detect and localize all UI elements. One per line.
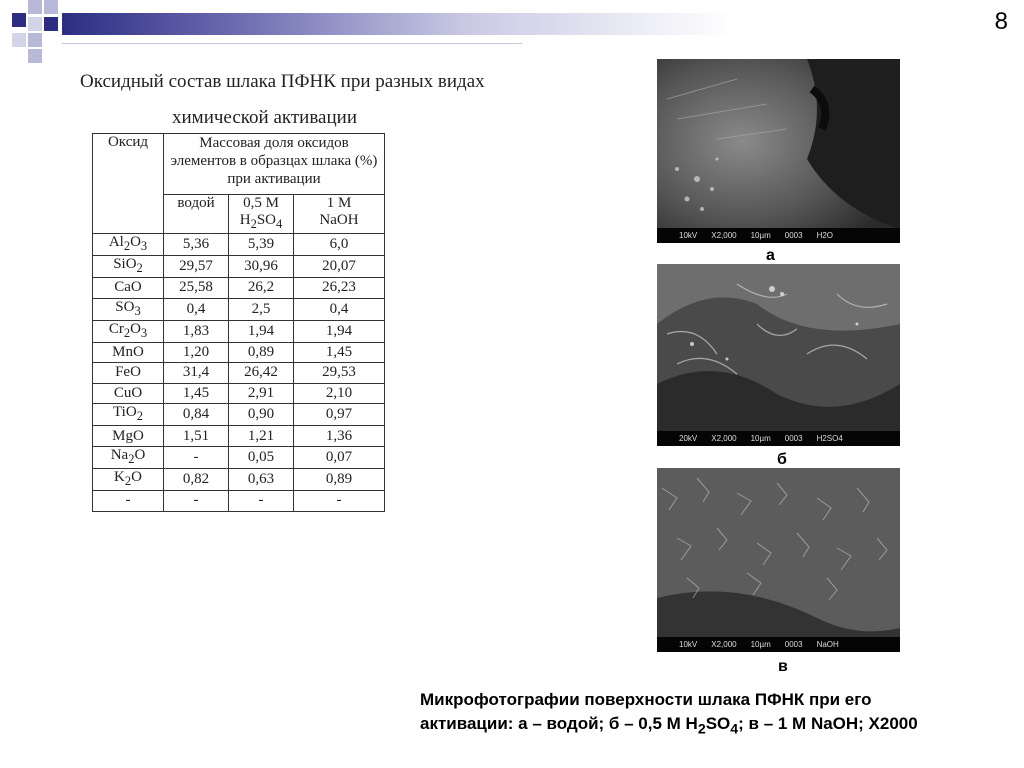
slide-number: 8 <box>994 8 1008 35</box>
water-cell: 31,4 <box>164 363 229 384</box>
acid-cell: 26,2 <box>229 278 294 299</box>
micrograph-acid-kv: 20kV <box>679 434 698 443</box>
micrograph-water-image <box>657 59 900 243</box>
oxide-cell: $SO_3$ <box>93 298 164 320</box>
acid-cell: 0,05 <box>229 446 294 468</box>
table-title-line2: химической активации <box>172 107 357 128</box>
oxide-cell: SiO$_2$ <box>93 256 164 278</box>
micrograph-water <box>657 59 900 243</box>
micrograph-base-kv: 10kV <box>679 640 698 649</box>
base-cell: 1,45 <box>294 342 385 363</box>
micrograph-acid-sample: H2SO4 <box>816 434 843 443</box>
table-row <box>93 426 385 447</box>
micrograph-acid-scalebar <box>657 431 900 446</box>
acid-cell: 1,94 <box>229 320 294 342</box>
micrograph-water-scale: 10µm <box>750 231 771 240</box>
micrograph-water-sample: H2O <box>816 231 834 240</box>
base-cell: 0,07 <box>294 446 385 468</box>
micrograph-base-mag: X2,000 <box>711 640 737 649</box>
table-row <box>93 320 385 342</box>
oxide-cell: $K_2O$ <box>93 468 164 490</box>
water-cell: - <box>164 446 229 468</box>
table-title-line1: Оксидный состав шлака ПФНК при разных видах <box>80 71 485 92</box>
micrograph-water-mag: X2,000 <box>711 231 737 240</box>
acid-cell: 0,63 <box>229 468 294 490</box>
micrograph-water-scalebar <box>657 228 900 243</box>
micrograph-acid-mag: X2,000 <box>711 434 737 443</box>
oxide-cell: - <box>93 490 164 511</box>
water-cell: 25,58 <box>164 278 229 299</box>
base-cell: 0,4 <box>294 298 385 320</box>
header-mass-fraction: Массовая доля оксидов элементов в образцах шлака (%) при активации <box>164 134 385 195</box>
table-row <box>93 278 385 299</box>
oxide-cell: CaO <box>93 278 164 299</box>
title-bar-gradient <box>62 13 1022 35</box>
micrograph-base-sample: NaOH <box>816 640 839 649</box>
water-cell: 1,83 <box>164 320 229 342</box>
micrograph-base-scalebar <box>657 637 900 652</box>
oxide-table <box>92 133 385 512</box>
title-divider <box>62 43 522 44</box>
header-water: водой <box>164 195 229 234</box>
table-row <box>93 468 385 490</box>
table-row <box>93 256 385 278</box>
oxide-cell: MnO <box>93 342 164 363</box>
base-cell: 20,07 <box>294 256 385 278</box>
oxide-cell: $Na_2O$ <box>93 446 164 468</box>
figure-caption <box>420 688 1020 741</box>
header-base: 1 М NaOH <box>294 195 385 234</box>
base-cell: 0,89 <box>294 468 385 490</box>
micrograph-water-code: 0003 <box>784 231 803 240</box>
acid-cell: 2,91 <box>229 383 294 404</box>
acid-cell: 26,42 <box>229 363 294 384</box>
micrograph-label-c: в <box>778 658 788 675</box>
micrograph-water-kv: 10kV <box>679 231 698 240</box>
base-cell: 6,0 <box>294 234 385 256</box>
oxide-cell: TiO$_2$ <box>93 404 164 426</box>
slide-corner-decoration <box>0 0 90 70</box>
table-row <box>93 234 385 256</box>
table-row <box>93 342 385 363</box>
micrograph-label-a: а <box>766 247 775 264</box>
micrograph-label-b: б <box>777 451 787 468</box>
water-cell: 5,36 <box>164 234 229 256</box>
oxide-cell: $Cr_2O_3$ <box>93 320 164 342</box>
table-title <box>80 64 526 136</box>
base-cell: 0,97 <box>294 404 385 426</box>
water-cell: - <box>164 490 229 511</box>
water-cell: 29,57 <box>164 256 229 278</box>
table-row <box>93 383 385 404</box>
base-cell: 26,23 <box>294 278 385 299</box>
water-cell: 1,45 <box>164 383 229 404</box>
table-row <box>93 404 385 426</box>
table-row <box>93 490 385 511</box>
oxide-cell: FeO <box>93 363 164 384</box>
base-cell: - <box>294 490 385 511</box>
acid-cell: 1,21 <box>229 426 294 447</box>
acid-cell: 30,96 <box>229 256 294 278</box>
acid-cell: 0,90 <box>229 404 294 426</box>
water-cell: 1,20 <box>164 342 229 363</box>
water-cell: 0,84 <box>164 404 229 426</box>
water-cell: 0,82 <box>164 468 229 490</box>
header-oxide: Оксид <box>93 134 164 234</box>
acid-cell: - <box>229 490 294 511</box>
base-cell: 2,10 <box>294 383 385 404</box>
base-cell: 1,94 <box>294 320 385 342</box>
acid-cell: 5,39 <box>229 234 294 256</box>
oxide-table-body <box>93 234 385 512</box>
micrograph-acid-image <box>657 264 900 446</box>
base-cell: 1,36 <box>294 426 385 447</box>
micrograph-acid <box>657 264 900 446</box>
micrograph-acid-scale: 10µm <box>750 434 771 443</box>
micrograph-base-code: 0003 <box>784 640 803 649</box>
caption-line1: Микрофотографии поверхности шлака ПФНК при его <box>420 690 872 709</box>
table-row <box>93 363 385 384</box>
oxide-cell: CuO <box>93 383 164 404</box>
micrograph-base-image <box>657 468 900 652</box>
table-row <box>93 446 385 468</box>
base-cell: 29,53 <box>294 363 385 384</box>
oxide-cell: MgO <box>93 426 164 447</box>
acid-cell: 0,89 <box>229 342 294 363</box>
micrograph-base <box>657 468 900 652</box>
water-cell: 0,4 <box>164 298 229 320</box>
micrograph-acid-code: 0003 <box>784 434 803 443</box>
header-acid: 0,5 М $H_2SO_4$ <box>229 195 294 234</box>
oxide-cell: $Al_2O_3$ <box>93 234 164 256</box>
water-cell: 1,51 <box>164 426 229 447</box>
table-row <box>93 298 385 320</box>
caption-line2: активации: а – водой; б – 0,5 М $H_2SO_4$; в – 1 М NaOH; Х2000 <box>420 714 918 738</box>
acid-cell: 2,5 <box>229 298 294 320</box>
micrograph-base-scale: 10µm <box>750 640 771 649</box>
